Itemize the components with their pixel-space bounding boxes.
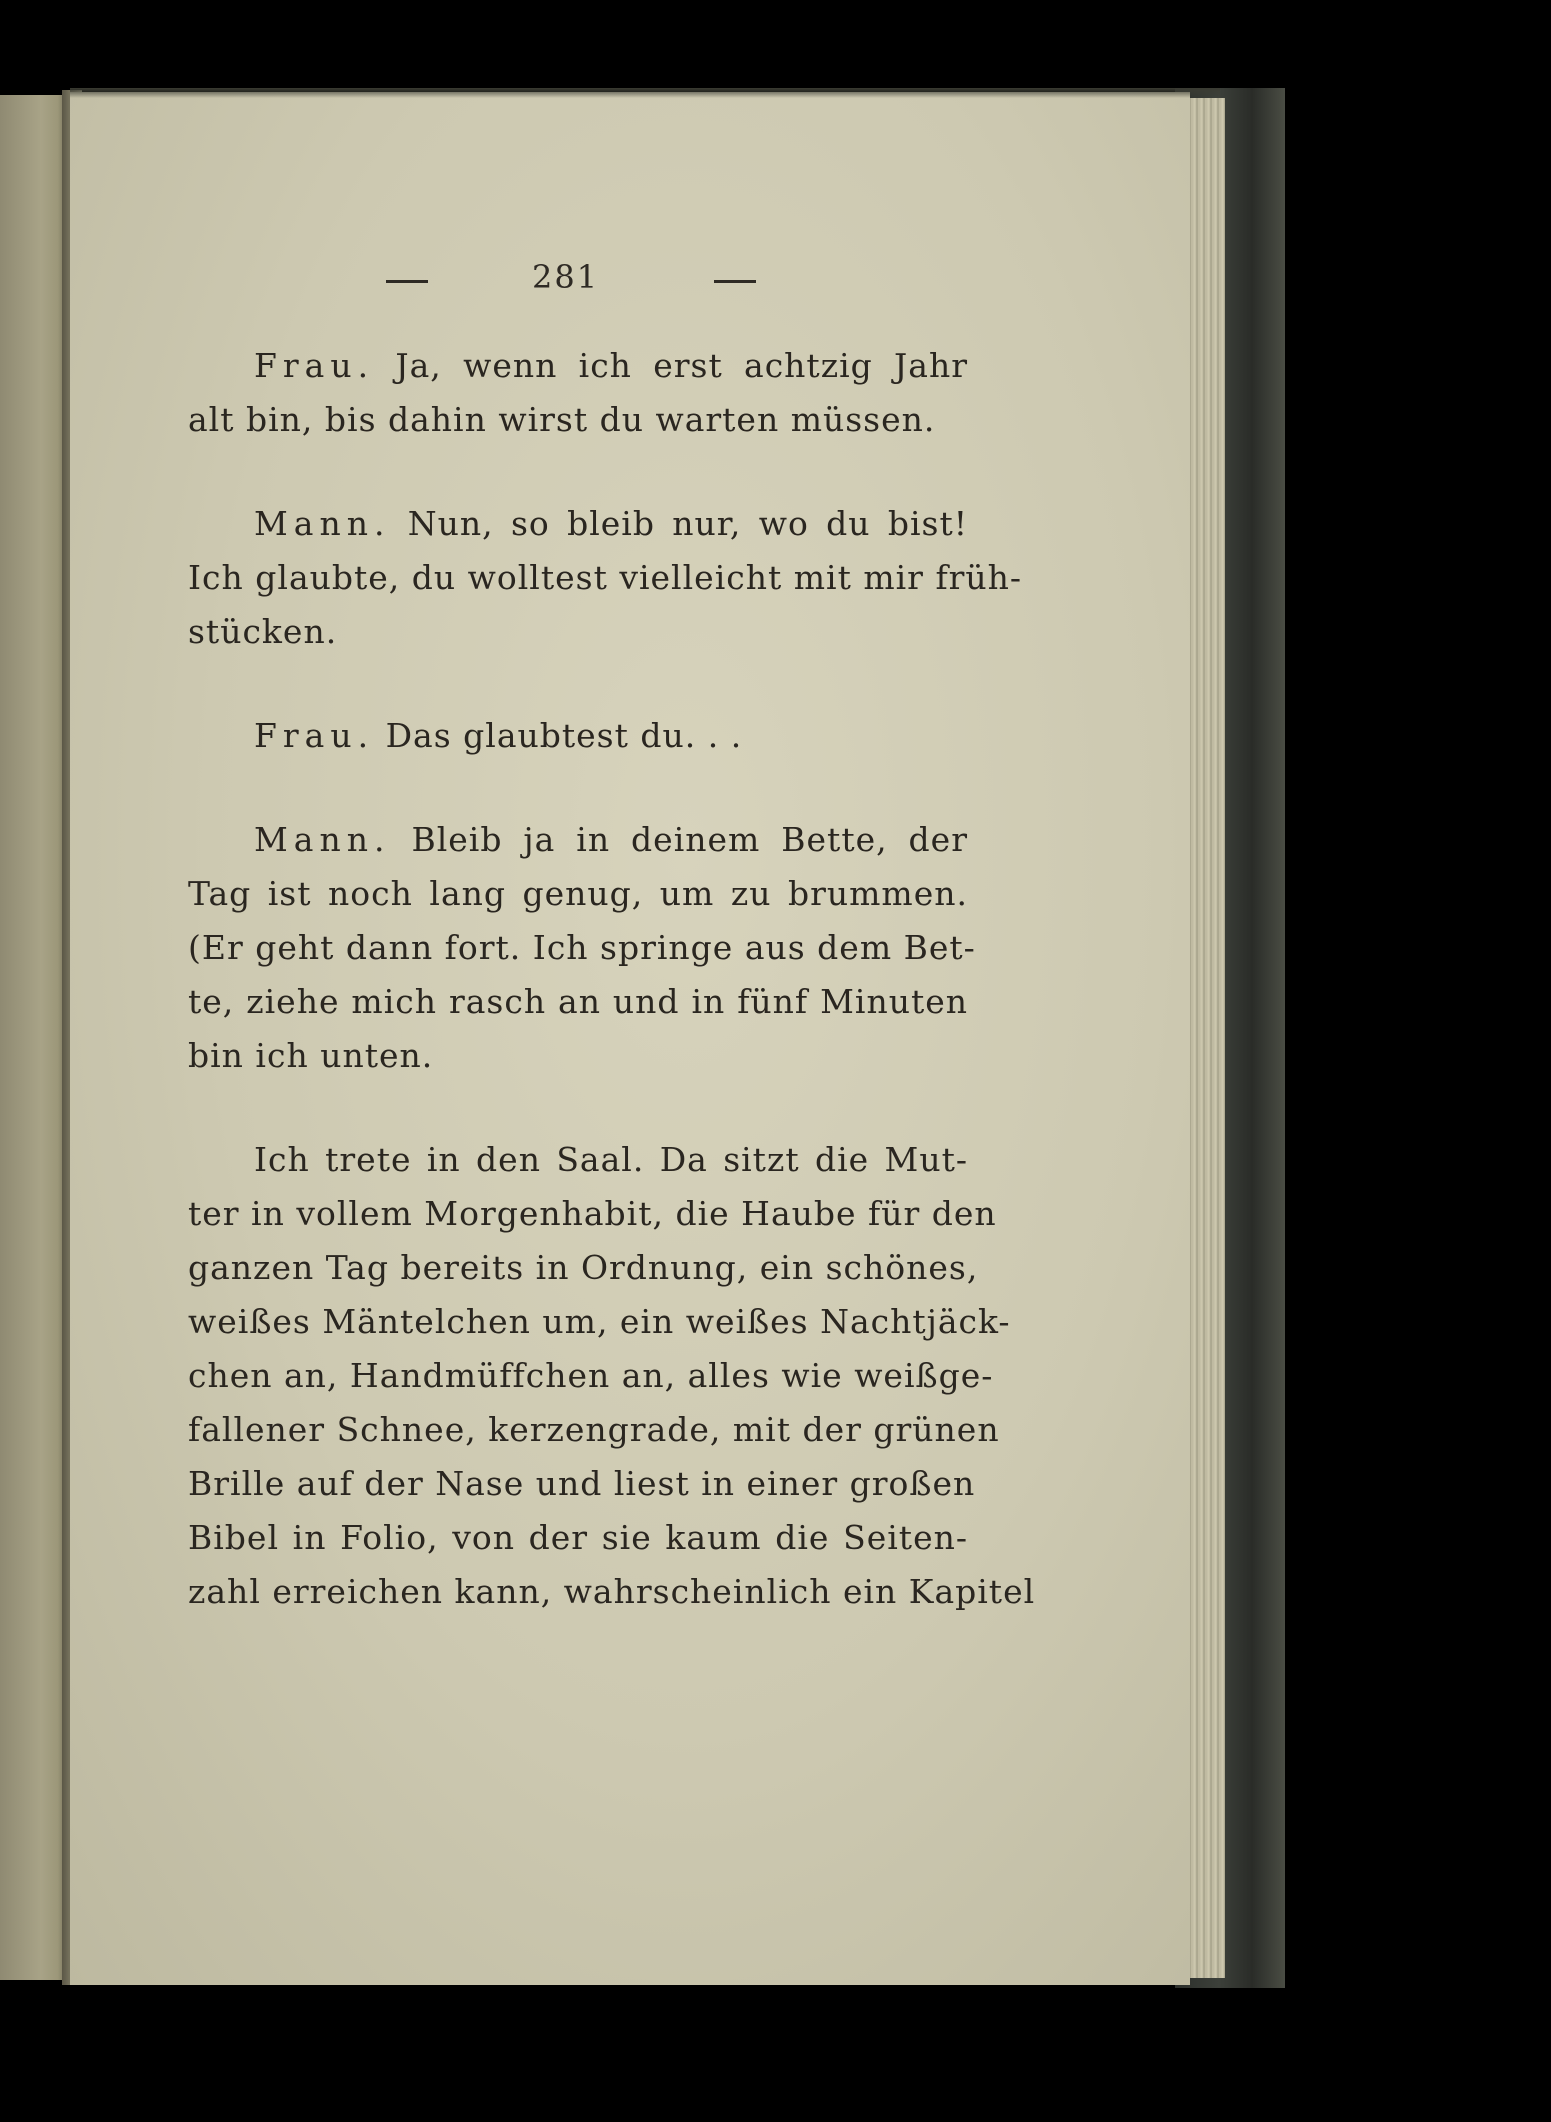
text-line: Ich glaubte, du wolltest vielleicht mit mir früh- [188, 558, 1023, 597]
left-page-edge [0, 95, 68, 1980]
text-line: weißes Mäntelchen um, ein weißes Nachtjäck- [188, 1302, 1011, 1341]
line-text: Ja, wenn ich erst achtzig Jahr [395, 346, 968, 385]
speaker-label: Frau. [254, 716, 375, 755]
page-number: 281 [532, 258, 600, 296]
running-head-dash-left [386, 280, 428, 283]
running-head-dash-right [714, 280, 756, 283]
speaker-label: Frau. [254, 346, 375, 385]
text-line: stücken. [188, 612, 338, 651]
line-text: Nun, so bleib nur, wo du bist! [407, 504, 968, 543]
text-line [254, 816, 968, 864]
text-line: bin ich unten. [188, 1036, 434, 1075]
text-line: Ich trete in den Saal. Da sitzt die Mut- [254, 1140, 968, 1179]
text-line: ganzen Tag bereits in Ordnung, ein schönes, [188, 1248, 979, 1287]
text-line: alt bin, bis dahin wirst du warten müssen. [188, 400, 936, 439]
speaker-label: Mann. [254, 820, 391, 859]
text-line: fallener Schnee, kerzengrade, mit der grünen [188, 1410, 1000, 1449]
text-line [254, 500, 968, 548]
text-line: Brille auf der Nase und liest in einer großen [188, 1464, 976, 1503]
speaker-label: Mann. [254, 504, 391, 543]
page-top-shadow [70, 88, 1220, 98]
text-line: Tag ist noch lang genug, um zu brummen. [188, 874, 968, 913]
text-line [254, 712, 968, 760]
text-line: zahl erreichen kann, wahrscheinlich ein Kapitel [188, 1572, 1036, 1611]
text-line: ter in vollem Morgenhabit, die Haube für den [188, 1194, 997, 1233]
text-line [254, 342, 968, 390]
running-head [386, 258, 756, 308]
page-edges [1185, 98, 1225, 1978]
text-line: Bibel in Folio, von der sie kaum die Seiten- [188, 1518, 968, 1557]
text-line: chen an, Handmüffchen an, alles wie weißge- [188, 1356, 994, 1395]
text-line: (Er geht dann fort. Ich springe aus dem Bet- [188, 928, 976, 967]
text-line: te, ziehe mich rasch an und in fünf Minuten [188, 982, 968, 1021]
line-text: Bleib ja in deinem Bette, der [411, 820, 968, 859]
line-text: Das glaubtest du. . . [385, 716, 743, 755]
